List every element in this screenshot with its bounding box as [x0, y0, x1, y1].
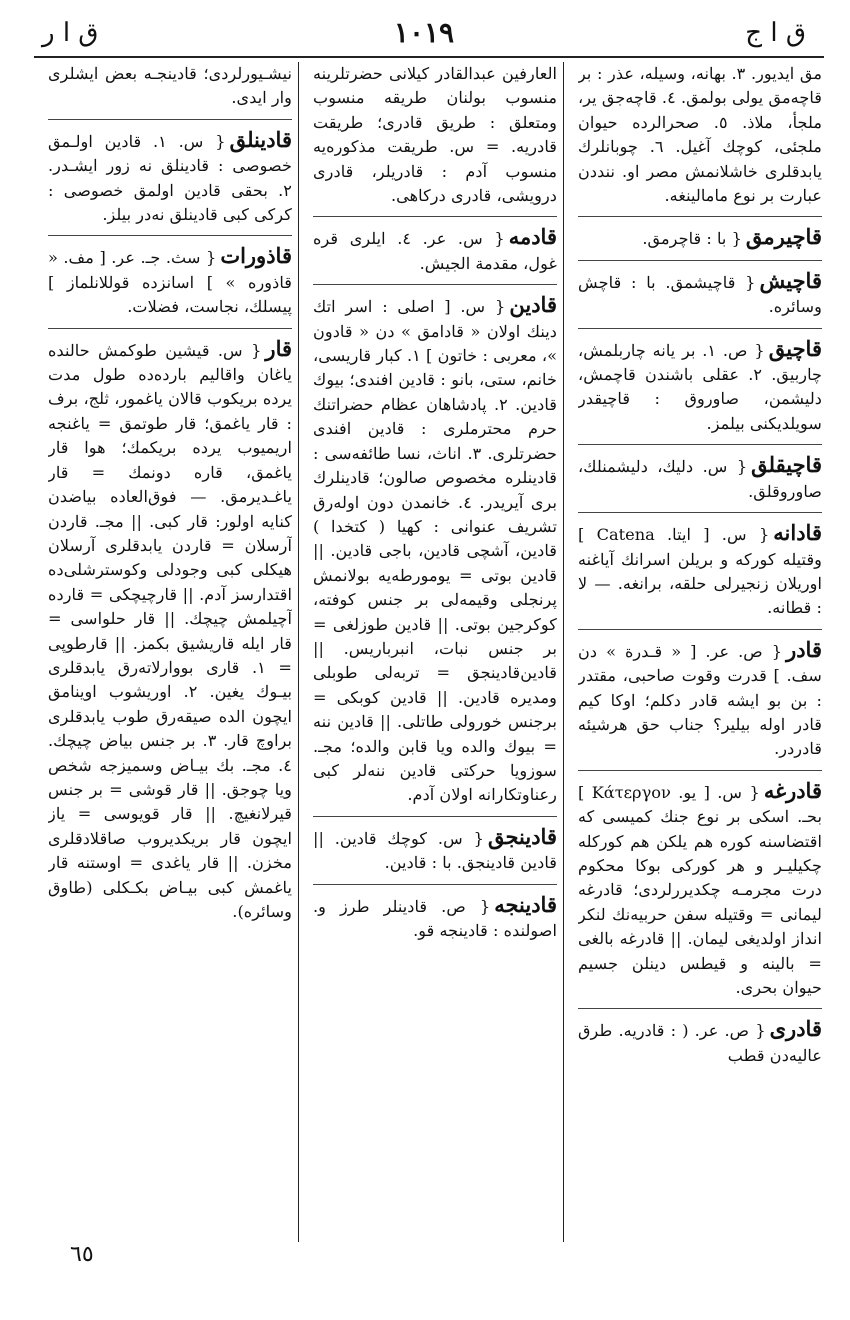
headword: قار	[265, 335, 292, 361]
headword: قاچيش	[759, 267, 822, 293]
entry-divider	[578, 512, 822, 513]
column-divider	[298, 62, 299, 1242]
headword: قاچيرمق	[745, 224, 822, 250]
entry-text: { س. قيشين طوكمش حالنده ياغان واقاليم بارده‌ده طول مدت يرده بريكوب قالان ياغمور، ثلج، برف : قار ياغمق؛ قار طوتمق = ياغنجه اريميوب يرده بريكمك؛ هوا قار ياغمق، قاره دونمك = قار ياغـديرمق. — فوق‌العاده بياضدن كنايه اولور: قار كبى. || مجـ. قاردن آرسلان = قاردن يابدقلرى آرسلان هيكلى كبى وجودلى وكوسترشلى‌ده اقتدارسز آدم. || قارچيچكى = قارده آچيلمش چيچك. || قار حلواسى = قار ايله قاريشيق بكمز. || قارطوپى = ١. قارى بووارلاته‌رق يابدقلرى بيـوك يغين. ٢. اوريشوب اوينامق ايچون الده صيقه‌رق طوب يابدقلرى براوچ قار. ٣. بر جنس بياض چيچك. ٤. مجـ. بك بيـاض وسميزجه شخص ويا چوجق. || قار قوشى = بر جنس قيرلانغيچ. || قار قويوسى = ياز ايچون قار بريكديروب صاقلادقلرى مخزن. || قار ياغدى = اوستنه قار ياغمش كبى بيـاض بكـكلى (طاوق وسائره).	[48, 340, 292, 921]
entry-text: نيشـيورلردى؛ قادينجـه بعض ايشلرى وار ايدى.	[48, 64, 292, 108]
dictionary-entry	[578, 453, 822, 504]
entry-text: العارفين عبدالقادر كيلانى حضرتلرينه منسوب بولنان طريقه منسوب ومتعلق : طريق قادرى؛ طريقت قادريه. = س. طريقت مذكوره‌يه منسوب آدم : قادريلر، قادرى درويشى، قادرى دركاهى.	[313, 64, 557, 206]
entry-text: { ص. عر. ( : قادريه. طرق عاليه‌دن قطب	[578, 1021, 822, 1065]
entry-text: { قاچيشمق. با : قاچش وسائره.	[578, 272, 822, 317]
dictionary-entry	[313, 893, 557, 944]
column-divider	[563, 62, 564, 1242]
entry-divider	[313, 284, 557, 285]
headword: قادين	[509, 292, 557, 318]
entry-text: { با : قاچرمق.	[642, 229, 742, 249]
headword: قاچيق	[768, 335, 822, 361]
headword: قادرى	[769, 1016, 822, 1042]
entry-text: { س. كوچك قادين. || قادين قادينجق. با : قادين.	[313, 828, 557, 873]
dictionary-entry	[313, 825, 557, 876]
entry-text: { س. دليك، دليشمنلك، صاوروقلق.	[578, 457, 822, 501]
dictionary-entry	[578, 62, 822, 208]
dictionary-entry	[48, 62, 292, 111]
dictionary-entry	[313, 225, 557, 276]
page-footer-marker: ٦٥	[70, 1242, 94, 1267]
page-number: ١٠١٩	[393, 16, 455, 49]
page-header	[34, 14, 814, 56]
entry-text: { س. [ يو. Κάτεργον ] بحـ. اسكى بر نوع جنك كميسى كه اقتضاسنه كوره هم يلكن هم كوركله چكيليـر و هر كوركى بوكا محكوم درت مجرمـه چكديررلردى؛ قادرغه ليمانى = وقتيله سفن حربيه‌نك لنكر انداز اولديغى ليمان. || قادرغه بالغى = بالينه و قيطس دينلن جسيم حيوان بحرى.	[578, 782, 822, 997]
dictionary-entry	[578, 638, 822, 762]
headword: قادرغه	[763, 777, 822, 803]
entry-text: { س. [ ايتا. Catena ] وقتيله كوركه و بريلن اسرانك آياغنه اوريلان زنجيرلى حلقه، برانغه. — لا : قطانه.	[578, 525, 822, 618]
entry-text: { س. ١. قادين اولـمق خصوصى : قادينلق نه زور ايشـدر. ٢. بحقى قادين اولمق خصوصى : كركى كبى قادينلق نەدر بيلز.	[48, 131, 292, 225]
entry-divider	[578, 770, 822, 771]
headword: قادينجق	[487, 823, 557, 849]
entry-text: { سث. جـ. عر. [ مف. « قاذوره » ] اسانزده قوللانلماز ] پيسلك، نجاست، فضلات.	[48, 248, 292, 317]
dictionary-entry	[313, 62, 557, 208]
headword: قادانه	[773, 520, 822, 546]
dictionary-entry	[578, 1017, 822, 1068]
entry-text: { س. عر. ٤. ايلرى قره غول، مقدمة الجيش.	[313, 229, 557, 273]
entry-divider	[578, 260, 822, 261]
dictionary-entry	[313, 293, 557, 808]
entry-divider	[313, 216, 557, 217]
dictionary-entry	[578, 269, 822, 320]
entry-text: { ص. ١. بر يانه چاربلمش، چاربيق. ٢. عقلى باشندن قاچمش، دليشمن، صاوروق : قاچيقدر سويلديكنى بيلمز.	[578, 340, 822, 433]
headword: قادر	[786, 636, 822, 662]
entry-divider	[578, 1008, 822, 1009]
entry-text: { ص. عر. [ « قـدرة » دن سف. ] قدرت وقوت صاحبى، مقتدر : بن بو ايشه قادر دكلم؛ اوكا كيم قادر اوله بيلير؟ جناب حق هرشيئه قادردر.	[578, 641, 822, 759]
headword: قادينلق	[229, 126, 292, 152]
dictionary-column-2	[313, 62, 557, 1242]
headword: قاچيقلق	[751, 452, 822, 478]
dictionary-entry	[578, 521, 822, 621]
dictionary-entry	[48, 244, 292, 319]
entry-divider	[48, 328, 292, 329]
entry-text: { س. [ اصلى : اسر اتك دينك اولان « قادامق » دن « قادون »، معربى : خاتون ] ١. كبار قاريسى، خانم، ستى، بانو : قادين افندى؛ بيوك قادين. ٢. پادشاهان عظام حضراتنك حرم محترملرى : قادين افندى حضرتلرى. ٣. اناث، نسا طائفه‌سى : قادينلره مخصوص صالون؛ قادينلرك برى آيريدر. ٤. خانمدن دون اولەرق تشريف عنوانى : كهيا ( كتخدا ) قادين، آشچى قادين، باجى قادين. || قادين بوتى = يومورطه‌يه بولانمش پرنجلى وقيمه‌لى بر جنس كوفته، كوكرجين بوتى. || قادين طوزلغى = بر جنس نبات، انبرباريس. || قادين‌قادينجق = تربه‌لى طوبلى ومديره قادين. || قادين كوبكى = برجنس خورولى طاتلى. || قادين ننه = بيوك والده ويا قابن والده؛ مجـ. سوزويا حركتى قادين ننه‌لر كبى رعناوتكارانه اولان آدم.	[313, 297, 557, 805]
entry-text: { ص. قادينلر طرز و. اصولنده : قادينجه قو.	[313, 896, 557, 940]
entry-divider	[313, 884, 557, 885]
running-head-left: ق ا ر	[42, 18, 99, 48]
header-rule	[34, 56, 824, 58]
entry-divider	[578, 444, 822, 445]
headword: قاذورات	[220, 243, 292, 269]
dictionary-entry	[578, 225, 822, 251]
entry-divider	[578, 328, 822, 329]
dictionary-entry	[48, 337, 292, 925]
running-head-right: ق ا ج	[745, 18, 806, 48]
dictionary-entry	[578, 779, 822, 1001]
entry-text: مق ايديور. ٣. بهانه، وسيله، عذر : بر قاچەمق يولى بولمق. ٤. قاچەجق ير، ملجأ، ملاذ. ٥. صحرالرده حيوان ملجئى، كوچك آغيل. ٦. چوبانلرك يابدقلرى خاشلانمش مصر او. ننددن عبارت بر نوع مامالينغه.	[578, 64, 822, 206]
headword: قادينجه	[494, 891, 557, 917]
dictionary-entry	[48, 128, 292, 228]
dictionary-column-1	[578, 62, 822, 1242]
entry-divider	[578, 629, 822, 630]
headword: قادمه	[508, 224, 557, 250]
dictionary-entry	[578, 337, 822, 437]
entry-divider	[578, 216, 822, 217]
entry-divider	[48, 235, 292, 236]
dictionary-column-3	[48, 62, 292, 1242]
entry-divider	[313, 816, 557, 817]
entry-divider	[48, 119, 292, 120]
